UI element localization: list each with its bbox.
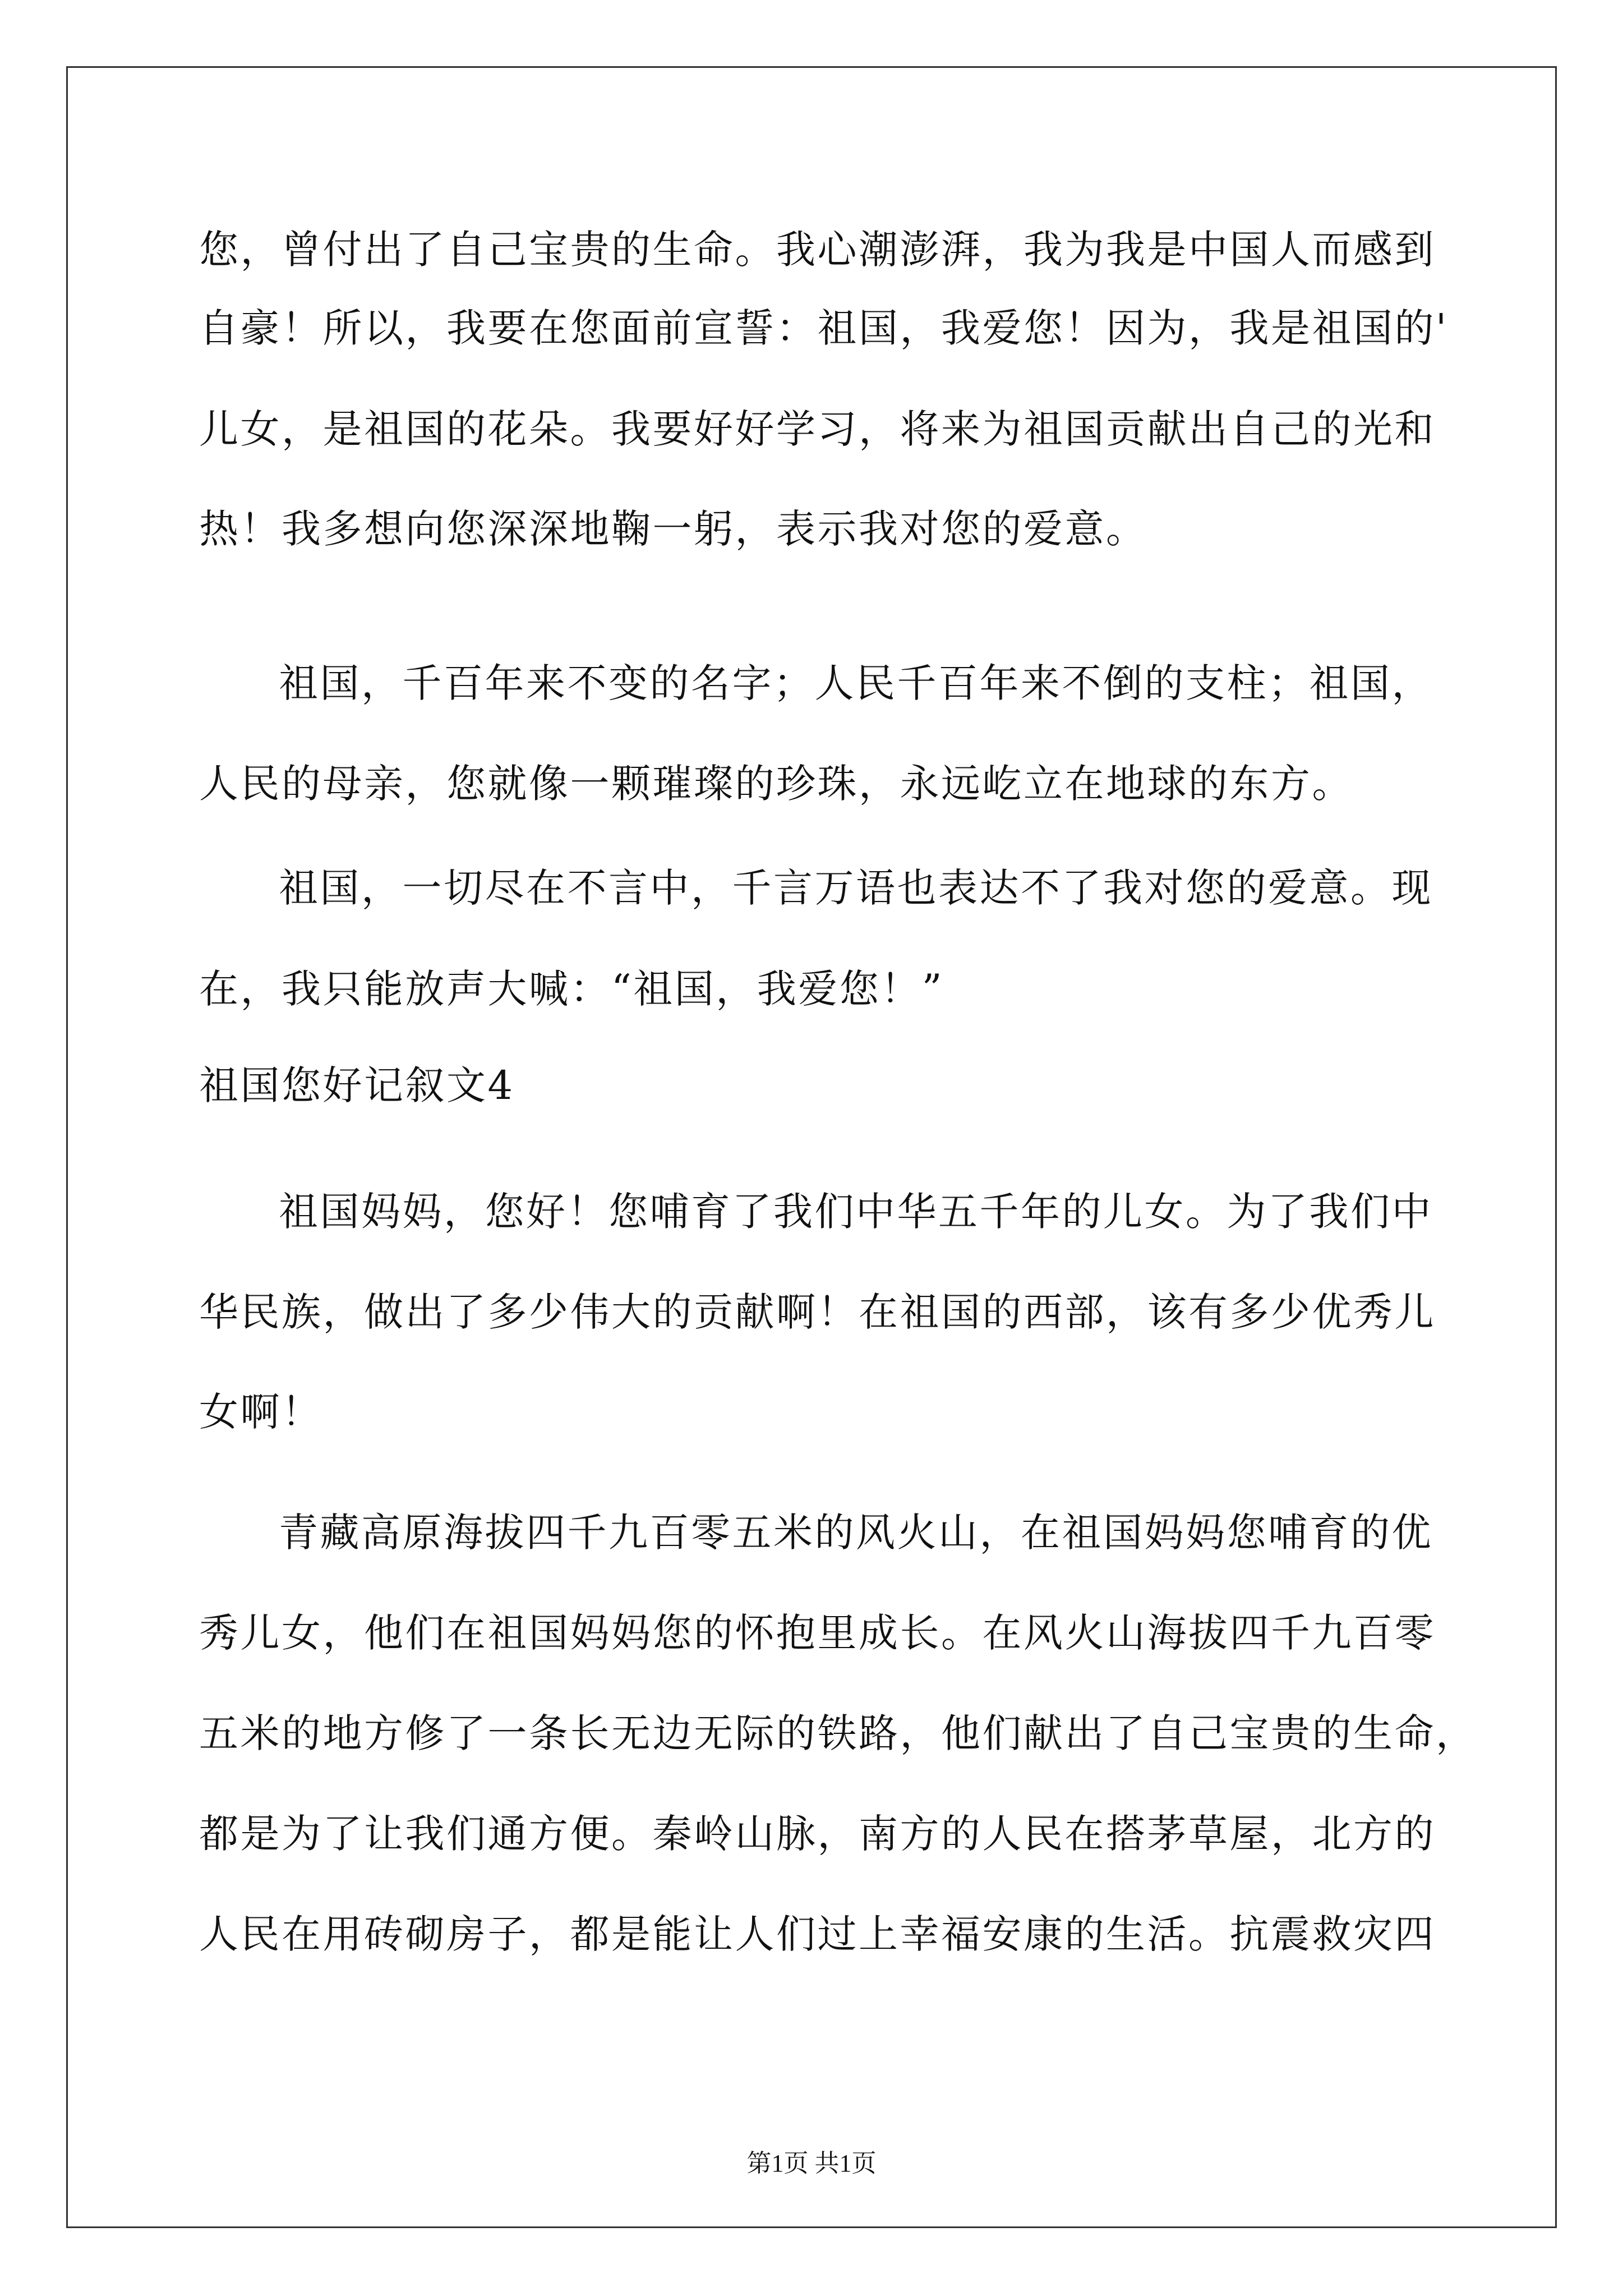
page-border [66, 66, 1557, 2228]
paragraph-line: 女啊！ [199, 1389, 323, 1435]
paragraph-line: 人民在用砖砌房子，都是能让人们过上幸福安康的生活。抗震救灾四 [199, 1911, 1436, 1957]
paragraph-line: 您，曾付出了自己宝贵的生命。我心潮澎湃，我为我是中国人而感到 [199, 227, 1436, 273]
paragraph-line: 华民族，做出了多少伟大的贡献啊！在祖国的西部，该有多少优秀儿 [199, 1289, 1436, 1335]
page-number-footer: 第1页 共1页 [746, 2150, 877, 2177]
paragraph-line: 儿女，是祖国的花朵。我要好好学习，将来为祖国贡献出自己的光和 [199, 406, 1436, 452]
paragraph-line: 青藏高原海拔四千九百零五米的风火山，在祖国妈妈您哺育的优 [279, 1510, 1433, 1556]
paragraph-line: 人民的母亲，您就像一颗璀璨的珍珠，永远屹立在地球的东方。 [199, 761, 1353, 807]
paragraph-line: 秀儿女，他们在祖国妈妈您的怀抱里成长。在风火山海拔四千九百零 [199, 1610, 1436, 1656]
paragraph-line: 在，我只能放声大喊：“祖国，我爱您！” [199, 966, 944, 1012]
paragraph-line: 五米的地方修了一条长无边无际的铁路，他们献出了自己宝贵的生命， [199, 1710, 1477, 1756]
paragraph-line: 祖国，一切尽在不言中，千言万语也表达不了我对您的爱意。现 [279, 865, 1433, 911]
paragraph-line: 都是为了让我们通方便。秦岭山脉，南方的人民在搭茅草屋，北方的 [199, 1811, 1436, 1857]
paragraph-line: 自豪！所以，我要在您面前宣誓：祖国，我爱您！因为，我是祖国的' [199, 305, 1449, 351]
paragraph-line: 祖国，千百年来不变的名字；人民千百年来不倒的支柱；祖国， [279, 660, 1433, 706]
section-heading: 祖国您好记叙文4 [199, 1062, 515, 1108]
paragraph-line: 祖国妈妈，您好！您哺育了我们中华五千年的儿女。为了我们中 [279, 1189, 1433, 1235]
paragraph-line: 热！我多想向您深深地鞠一躬，表示我对您的爱意。 [199, 506, 1147, 552]
